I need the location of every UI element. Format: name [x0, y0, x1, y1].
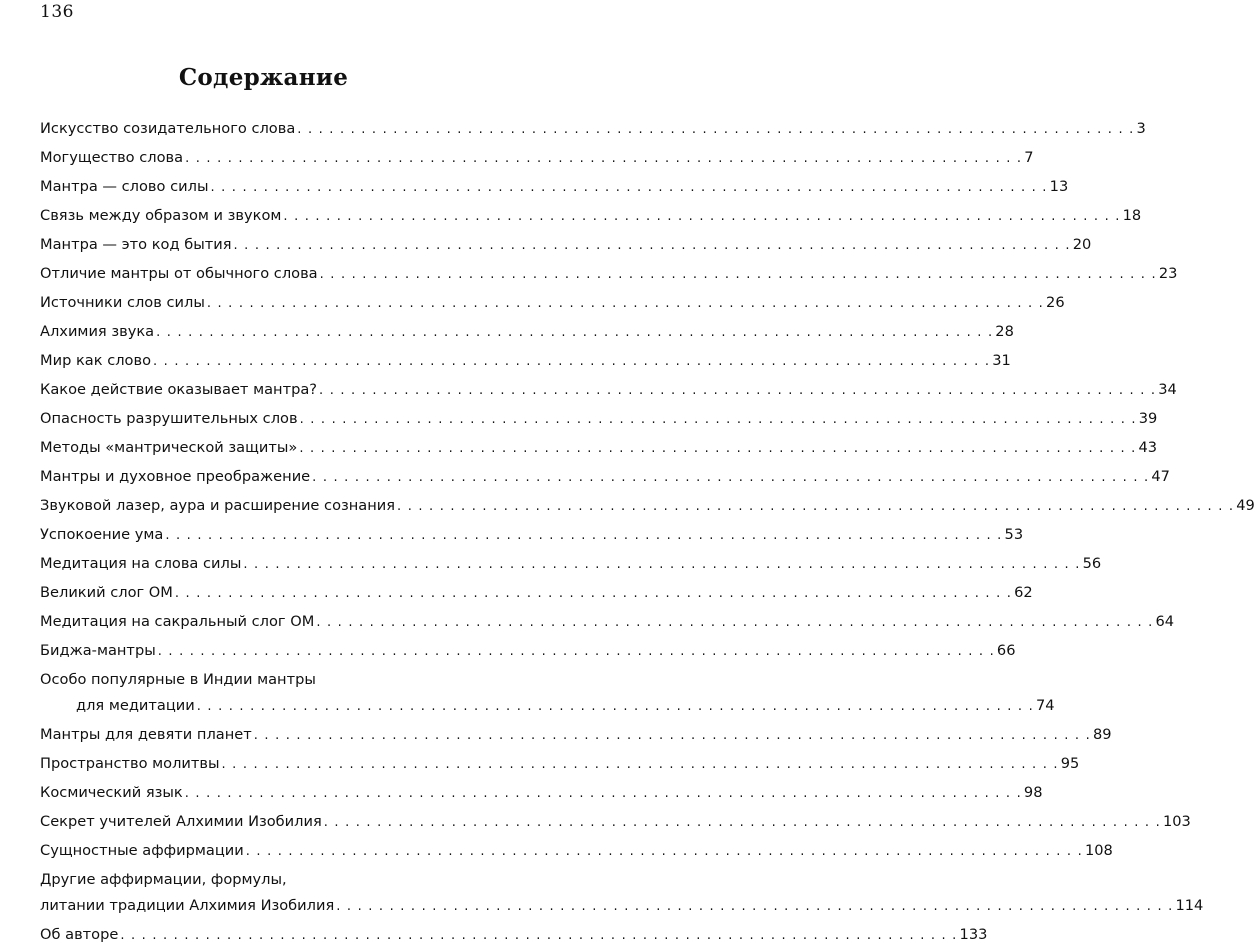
toc-page-number: 56 — [1082, 554, 1102, 572]
toc-entry — [40, 116, 1146, 142]
toc-line — [40, 348, 1011, 374]
toc-page-number: 39 — [1138, 409, 1158, 427]
toc-line — [40, 667, 497, 693]
toc-entry-title: Биджа-мантры — [40, 641, 156, 659]
dot-leader: . . . . . . . . . . . . . . . . . . . . . . . . . . . . . . . . . . . . . . . . . . . . . . . . . . . . . . . . . . . . . . . . . . . . . . . . . . . . . . . — [336, 899, 1174, 915]
toc-entry — [40, 722, 1112, 748]
page-number: 136 — [40, 2, 74, 22]
toc-entry — [40, 435, 1158, 461]
dot-leader: . . . . . . . . . . . . . . . . . . . . . . . . . . . . . . . . . . . . . . . . . . . . . . . . . . . . . . . . . . . . . . . . . . . . . . . . . . . . . . . — [210, 179, 1048, 195]
dot-leader: . . . . . . . . . . . . . . . . . . . . . . . . . . . . . . . . . . . . . . . . . . . . . . . . . . . . . . . . . . . . . . . . . . . . . . . . . . . . . . . — [397, 498, 1235, 514]
toc-entry — [40, 667, 1055, 720]
toc-entry — [40, 493, 1255, 519]
dot-leader: . . . . . . . . . . . . . . . . . . . . . . . . . . . . . . . . . . . . . . . . . . . . . . . . . . . . . . . . . . . . . . . . . . . . . . . . . . . . . . . — [283, 208, 1121, 224]
toc-entry — [40, 780, 1043, 806]
toc-page-number: 89 — [1092, 726, 1112, 744]
toc-entry-title: Опасность разрушительных слов — [40, 409, 298, 427]
toc-entry-title: Космический язык — [40, 784, 183, 802]
dot-leader: . . . . . . . . . . . . . . . . . . . . . . . . . . . . . . . . . . . . . . . . . . . . . . . . . . . . . . . . . . . . . . . . . . . . . . . . . . . . . . . — [299, 440, 1137, 456]
toc-line — [40, 580, 1033, 606]
toc-page-number: 114 — [1175, 897, 1204, 915]
toc-entry-title: Могущество слова — [40, 148, 184, 166]
toc-line — [40, 809, 1191, 835]
toc-entry — [40, 464, 1170, 490]
dot-leader: . . . . . . . . . . . . . . . . . . . . . . . . . . . . . . . . . . . . . . . . . . . . . . . . . . . . . . . . . . . . . . . . . . . . . . . . . . . . . . . — [185, 150, 1023, 166]
dot-leader: . . . . . . . . . . . . . . . . . . . . . . . . . . . . . . . . . . . . . . . . . . . . . . . . . . . . . . . . . . . . . . . . . . . . . . . . . . . . . . . — [174, 585, 1013, 601]
toc-page-number: 47 — [1151, 467, 1170, 485]
toc-entry — [40, 609, 1175, 635]
dot-leader: . . . . . . . . . . . . . . . . . . . . . . . . . . . . . . . . . . . . . . . . . . . . . . . . . . . . . . . . . . . . . . . . . . . . . . . . . . . . . . . — [297, 122, 1135, 137]
toc-entry-title: Великий слог ОМ — [40, 583, 173, 601]
toc-entry-title: Мантра — это код бытия — [40, 235, 232, 253]
dot-leader: . . . . . . . . . . . . . . . . . . . . . . . . . . . . . . . . . . . . . . . . . . . . . . . . . . . . . . . . . . . . . . . . . . . . . . . . . . . . . . . — [196, 699, 1034, 715]
dot-leader: . . . . . . . . . . . . . . . . . . . . . . . . . . . . . . . . . . . . . . . . . . . . . . . . . . . . . . . . . . . . . . . . . . . . . . . . . . . . . . . — [233, 237, 1071, 253]
dot-leader: . . . . . . . . . . . . . . . . . . . . . . . . . . . . . . . . . . . . . . . . . . . . . . . . . . . . . . . . . . . . . . . . . . . . . . . . . . . . . . . — [153, 353, 991, 369]
toc-entry-title: Связь между образом и звуком — [40, 206, 282, 224]
toc-entry-title: Сущностные аффирмации — [40, 842, 244, 860]
toc-entry-title: для медитации — [76, 697, 195, 715]
toc-entry — [40, 261, 1178, 287]
toc-entry — [40, 922, 988, 948]
toc-entry-title: Какое действие оказывает мантра? — [40, 380, 318, 398]
toc-entry-title: Мантра — слово силы — [40, 177, 209, 195]
toc-entry — [40, 751, 1080, 777]
toc-line — [40, 693, 1055, 719]
toc-page-number: 66 — [996, 641, 1016, 659]
toc-line — [40, 838, 1113, 864]
toc-entry-title: Алхимия звука — [40, 322, 155, 340]
dot-leader: . . . . . . . . . . . . . . . . . . . . . . . . . . . . . . . . . . . . . . . . . . . . . . . . . . . . . . . . . . . . . . . . . . . . . . . . . . . . . . . — [221, 757, 1059, 773]
toc-page-number: 26 — [1046, 293, 1065, 311]
toc-line — [40, 722, 1112, 748]
toc-entry — [40, 809, 1191, 835]
toc-entry-title: Другие аффирмации, формулы, — [40, 871, 287, 888]
toc-entry — [40, 406, 1158, 432]
toc-entry-title: Отличие мантры от обычного слова — [40, 264, 318, 282]
toc-page-number: 18 — [1122, 206, 1142, 224]
dot-leader: . . . . . . . . . . . . . . . . . . . . . . . . . . . . . . . . . . . . . . . . . . . . . . . . . . . . . . . . . . . . . . . . . . . . . . . . . . . . . . . — [319, 266, 1157, 282]
table-of-contents — [40, 116, 1255, 951]
dot-leader: . . . . . . . . . . . . . . . . . . . . . . . . . . . . . . . . . . . . . . . . . . . . . . . . . . . . . . . . . . . . . . . . . . . . . . . . . . . . . . . — [245, 844, 1083, 860]
toc-line — [40, 406, 1158, 432]
dot-leader: . . . . . . . . . . . . . . . . . . . . . . . . . . . . . . . . . . . . . . . . . . . . . . . . . . . . . . . . . . . . . . . . . . . . . . . . . . . . . . . — [316, 614, 1154, 630]
toc-entry — [40, 290, 1065, 316]
toc-entry — [40, 348, 1011, 374]
toc-entry — [40, 580, 1033, 606]
toc-entry-title: Звуковой лазер, аура и расширение сознания — [40, 496, 396, 514]
dot-leader: . . . . . . . . . . . . . . . . . . . . . . . . . . . . . . . . . . . . . . . . . . . . . . . . . . . . . . . . . . . . . . . . . . . . . . . . . . . . . . . — [243, 556, 1081, 572]
toc-entry — [40, 867, 1204, 920]
dot-leader: . . . . . . . . . . . . . . . . . . . . . . . . . . . . . . . . . . . . . . . . . . . . . . . . . . . . . . . . . . . . . . . . . . . . . . . . . . . . . . . — [312, 469, 1150, 485]
toc-line — [40, 522, 1024, 548]
toc-line — [40, 609, 1175, 635]
toc-page-number: 103 — [1162, 813, 1191, 831]
toc-entry — [40, 522, 1024, 548]
dot-leader: . . . . . . . . . . . . . . . . . . . . . . . . . . . . . . . . . . . . . . . . . . . . . . . . . . . . . . . . . . . . . . . . . . . . . . . . . . . . . . . — [206, 295, 1045, 311]
toc-entry — [40, 319, 1014, 345]
toc-entry-title: Секрет учителей Алхимии Изобилия — [40, 813, 322, 831]
toc-page-number: 98 — [1023, 784, 1043, 802]
toc-page-number: 3 — [1136, 120, 1146, 137]
toc-entry-title: Пространство молитвы — [40, 755, 220, 773]
toc-line — [40, 174, 1069, 200]
toc-page-number: 23 — [1158, 264, 1178, 282]
toc-line — [40, 493, 1255, 519]
toc-entry — [40, 838, 1113, 864]
toc-line — [40, 116, 1146, 142]
toc-entry — [40, 203, 1142, 229]
toc-line — [40, 780, 1043, 806]
toc-line — [40, 893, 1204, 919]
toc-entry-title: Мир как слово — [40, 351, 151, 369]
toc-entry — [40, 551, 1102, 577]
toc-page-number: 108 — [1084, 842, 1113, 860]
toc-entry — [40, 377, 1177, 403]
toc-entry-title: Методы «мантрической защиты» — [40, 438, 298, 456]
toc-entry-title: Медитация на сакральный слог ОМ — [40, 612, 315, 630]
toc-page-number: 53 — [1004, 525, 1024, 543]
toc-entry-title: Особо популярные в Индии мантры — [40, 670, 316, 688]
toc-entry-title: Искусство созидательного слова — [40, 120, 296, 137]
toc-entry-title: литании традиции Алхимия Изобилия — [40, 897, 335, 915]
toc-entry-title: Источники слов силы — [40, 293, 205, 311]
dot-leader: . . . . . . . . . . . . . . . . . . . . . . . . . . . . . . . . . . . . . . . . . . . . . . . . . . . . . . . . . . . . . . . . . . . . . . . . . . . . . . . — [157, 643, 995, 659]
toc-entry — [40, 145, 1034, 171]
toc-page-number: 133 — [959, 926, 988, 944]
toc-page-number: 13 — [1049, 177, 1069, 195]
toc-entry — [40, 232, 1092, 258]
toc-page-number: 20 — [1072, 235, 1092, 253]
dot-leader: . . . . . . . . . . . . . . . . . . . . . . . . . . . . . . . . . . . . . . . . . . . . . . . . . . . . . . . . . . . . . . . . . . . . . . . . . . . . . . . — [120, 928, 958, 944]
toc-line — [40, 377, 1177, 403]
toc-page-number: 34 — [1158, 380, 1177, 398]
dot-leader: . . . . . . . . . . . . . . . . . . . . . . . . . . . . . . . . . . . . . . . . . . . . . . . . . . . . . . . . . . . . . . . . . . . . . . . . . . . . . . . — [323, 815, 1161, 831]
toc-entry — [40, 638, 1016, 664]
toc-entry-title: Успокоение ума — [40, 525, 164, 543]
toc-line — [40, 551, 1102, 577]
toc-line — [40, 435, 1158, 461]
toc-page-number: 95 — [1060, 755, 1080, 773]
toc-line — [40, 261, 1178, 287]
dot-leader: . . . . . . . . . . . . . . . . . . . . . . . . . . . . . . . . . . . . . . . . . . . . . . . . . . . . . . . . . . . . . . . . . . . . . . . . . . . . . . . — [156, 324, 994, 340]
toc-line — [40, 922, 988, 948]
dot-leader: . . . . . . . . . . . . . . . . . . . . . . . . . . . . . . . . . . . . . . . . . . . . . . . . . . . . . . . . . . . . . . . . . . . . . . . . . . . . . . . — [165, 527, 1003, 543]
toc-page-number: 49 — [1236, 496, 1255, 514]
toc-line — [40, 638, 1016, 664]
toc-line — [40, 290, 1065, 316]
toc-page-number: 7 — [1024, 148, 1034, 166]
toc-entry-title: Мантры для девяти планет — [40, 726, 252, 744]
dot-leader: . . . . . . . . . . . . . . . . . . . . . . . . . . . . . . . . . . . . . . . . . . . . . . . . . . . . . . . . . . . . . . . . . . . . . . . . . . . . . . . — [299, 411, 1137, 427]
toc-entry-title: Мантры и духовное преображение — [40, 467, 311, 485]
page-title: Содержание — [178, 64, 349, 91]
toc-line — [40, 464, 1170, 490]
toc-entry-title: Медитация на слова силы — [40, 554, 242, 572]
toc-line — [40, 867, 497, 893]
toc-page-number: 28 — [995, 322, 1014, 340]
toc-page-number: 64 — [1155, 612, 1175, 630]
toc-page-number: 62 — [1014, 583, 1033, 601]
toc-entry — [40, 174, 1069, 200]
toc-line — [40, 203, 1142, 229]
toc-entry-title: Об авторе — [40, 926, 119, 944]
dot-leader: . . . . . . . . . . . . . . . . . . . . . . . . . . . . . . . . . . . . . . . . . . . . . . . . . . . . . . . . . . . . . . . . . . . . . . . . . . . . . . . — [253, 728, 1091, 744]
toc-page-number: 31 — [992, 351, 1011, 369]
toc-page-number: 43 — [1138, 438, 1158, 456]
toc-line — [40, 751, 1080, 777]
toc-page-number: 74 — [1035, 697, 1055, 715]
toc-line — [40, 319, 1014, 345]
toc-line — [40, 232, 1092, 258]
toc-line — [40, 145, 1034, 171]
dot-leader: . . . . . . . . . . . . . . . . . . . . . . . . . . . . . . . . . . . . . . . . . . . . . . . . . . . . . . . . . . . . . . . . . . . . . . . . . . . . . . . — [319, 382, 1157, 398]
dot-leader: . . . . . . . . . . . . . . . . . . . . . . . . . . . . . . . . . . . . . . . . . . . . . . . . . . . . . . . . . . . . . . . . . . . . . . . . . . . . . . . — [184, 786, 1022, 802]
